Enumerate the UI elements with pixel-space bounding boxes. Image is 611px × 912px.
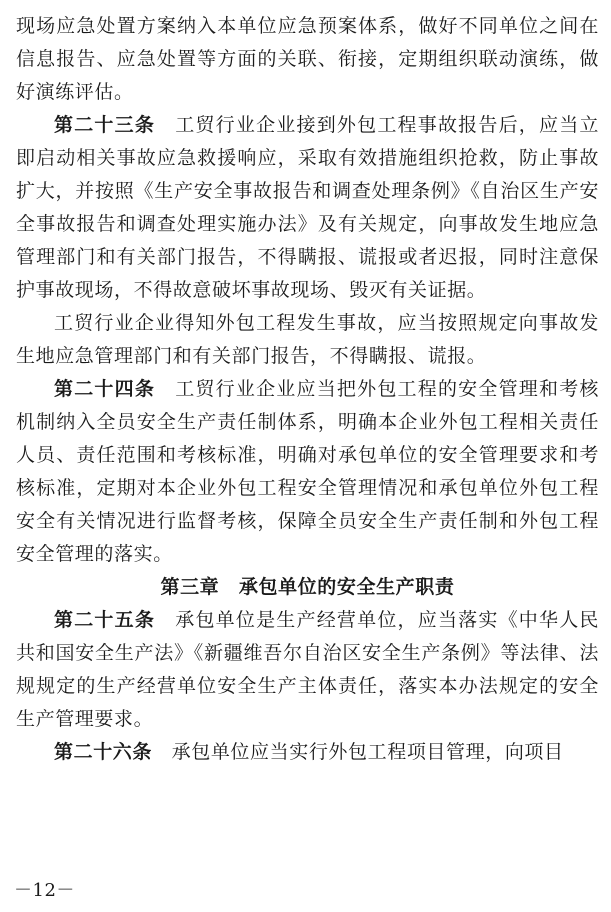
article-23-number: 第二十三条 — [54, 114, 156, 136]
article-23 — [16, 109, 599, 307]
article-24-number: 第二十四条 — [54, 378, 156, 400]
article-24-text: 工贸行业企业应当把外包工程的安全管理和考核机制纳入全员安全生产责任制体系，明确本企业外包工程相关责任人员、责任范围和考核标准，明确对承包单位的安全管理要求和考核标准，定期对本企业外包工程安全管理情况和承包单位外包工程安全有关情况进行监督考核，保障全员安全生产责任制和外包工程安全管理的落实。 — [16, 378, 599, 565]
page-number: －12－ — [14, 880, 75, 901]
paragraph-after-article-23: 工贸行业企业得知外包工程发生事故，应当按照规定向事故发生地应急管理部门和有关部门报告，不得瞒报、谎报。 — [16, 312, 599, 367]
document-body — [16, 10, 599, 769]
article-25-text: 承包单位是生产经营单位，应当落实《中华人民共和国安全生产法》《新疆维吾尔自治区安全生产条例》等法律、法规规定的生产经营单位安全生产主体责任，落实本办法规定的安全生产管理要求。 — [16, 609, 599, 730]
article-24 — [16, 373, 599, 571]
article-23-text: 工贸行业企业接到外包工程事故报告后，应当立即启动相关事故应急救援响应，采取有效措施组织抢救，防止事故扩大，并按照《生产安全事故报告和调查处理条例》《自治区生产安全事故报告和调查处理实施办法》及有关规定，向事故发生地应急管理部门和有关部门报告，不得瞒报、谎报或者迟报，同时注意保护事故现场，不得故意破坏事故现场、毁灭有关证据。 — [16, 114, 599, 301]
chapter-3-heading: 第三章 承包单位的安全生产职责 — [160, 576, 455, 598]
article-26-number: 第二十六条 — [54, 741, 153, 763]
article-26-text: 承包单位应当实行外包工程项目管理，向项目 — [171, 741, 564, 763]
article-26 — [16, 736, 599, 769]
article-25-number: 第二十五条 — [54, 609, 156, 631]
paragraph-continuation: 现场应急处置方案纳入本单位应急预案体系，做好不同单位之间在信息报告、应急处置等方面的关联、衔接，定期组织联动演练，做好演练评估。 — [16, 15, 599, 103]
article-25 — [16, 604, 599, 736]
